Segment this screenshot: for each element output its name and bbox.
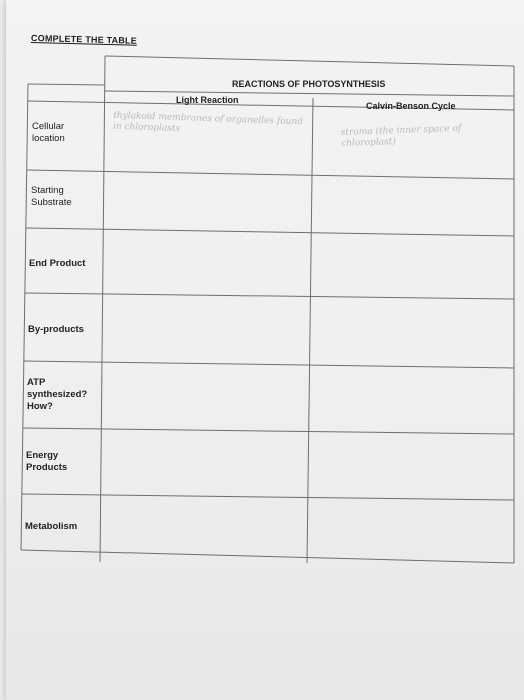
row-label-end-product: End Product	[29, 258, 86, 269]
row-label-cellular-location: Cellular location	[32, 121, 65, 144]
label-column-left	[21, 84, 28, 550]
row-label-metabolism: Metabolism	[25, 521, 78, 532]
table-title: REACTIONS OF PHOTOSYNTHESIS	[232, 79, 386, 89]
row-label-starting-substrate: Starting Substrate	[31, 185, 72, 208]
row-label-energy-products: Energy Products	[26, 450, 68, 473]
row-label-by-products: By-products	[28, 324, 84, 335]
answer-light-reaction-location: thylakoid membranes of organelles found in chloroplasts	[112, 110, 304, 135]
table-left-border	[100, 56, 105, 562]
answer-calvin-location: stroma (the inner space of chloroplast)	[340, 123, 462, 149]
row-label-atp-synthesized: ATP synthesized? How?	[27, 377, 88, 412]
column-divider	[307, 98, 313, 563]
table-top-border	[105, 56, 514, 66]
label-column-top	[28, 84, 105, 85]
worksheet-title: COMPLETE THE TABLE	[30, 33, 138, 46]
column-header-calvin-benson: Calvin-Benson Cycle	[366, 101, 456, 111]
column-header-light-reaction: Light Reaction	[176, 95, 239, 105]
